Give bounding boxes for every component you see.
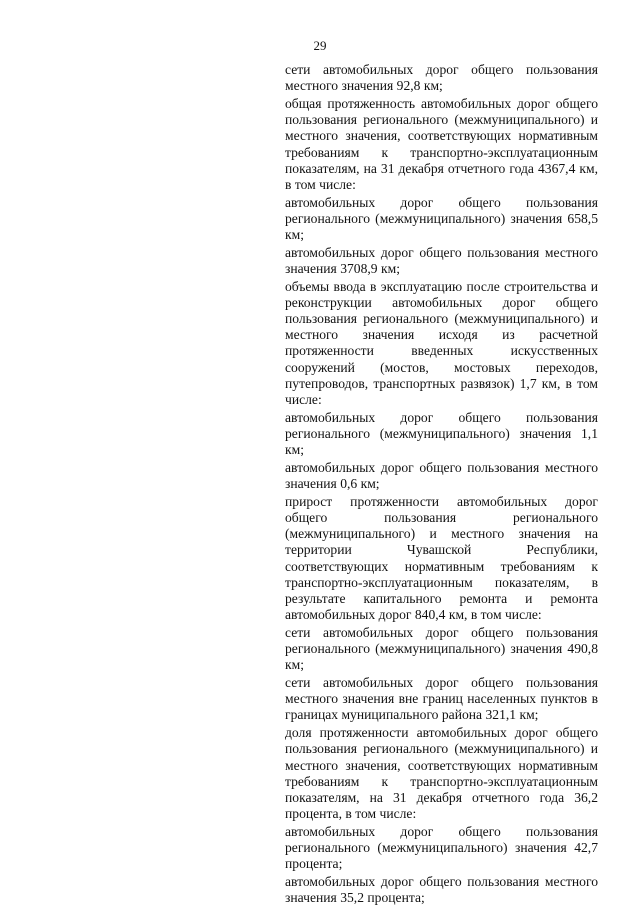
- paragraph: общая протяженность автомобильных дорог общего пользования регионального (межмуниципального) и местного значения, соответствующих нормативным требованиям к транспортно-эксплуатационным показателям, на 31 декабря отчетного года 4367,4 км, в том числе:: [285, 95, 598, 192]
- paragraph: автомобильных дорог общего пользования местного значения 35,2 процента;: [285, 873, 598, 906]
- paragraph: сети автомобильных дорог общего пользования местного значения вне границ населенных пунктов в границах муниципального района 321,1 км;: [285, 675, 598, 723]
- paragraph: сети автомобильных дорог общего пользования регионального (межмуниципального) значения 490,8 км;: [285, 624, 598, 673]
- paragraph: сети автомобильных дорог общего пользования местного значения 92,8 км;: [285, 62, 598, 94]
- paragraph: автомобильных дорог общего пользования регионального (межмуниципального) значения 1,1 км;: [285, 409, 598, 458]
- paragraph: автомобильных дорог общего пользования регионального (межмуниципального) значения 42,7 процента;: [285, 823, 598, 872]
- page-number: 29: [313, 38, 327, 53]
- paragraph: автомобильных дорог общего пользования местного значения 0,6 км;: [285, 459, 598, 492]
- paragraph: объемы ввода в эксплуатацию после строительства и реконструкции автомобильных дорог общего пользования регионального (межмуниципального) и местного значения исходя из расчетной протяженности введенных искусственных сооружений (мостов, мостовых переходов, путепроводов, транспортных развязок) 1,7 км, в том числе:: [285, 278, 598, 408]
- paragraph: автомобильных дорог общего пользования местного значения 3708,9 км;: [285, 244, 598, 276]
- paragraph: прирост протяженности автомобильных дорог общего пользования регионального (межмуниципального) и местного значения на территории Чувашской Республики, соответствующих нормативным требованиям к транспортно-эксплуатационным показателям, в результате капитального ремонта и ремонта автомобильных дорог 840,4 км, в том числе:: [285, 493, 598, 623]
- document-body: [285, 62, 598, 908]
- paragraph: автомобильных дорог общего пользования регионального (межмуниципального) значения 658,5 км;: [285, 194, 598, 243]
- paragraph: доля протяженности автомобильных дорог общего пользования регионального (межмуниципального) и местного значения, соответствующих нормативным требованиям к транспортно-эксплуатационным показателям, на 31 декабря отчетного года 36,2 процента, в том числе:: [285, 725, 598, 822]
